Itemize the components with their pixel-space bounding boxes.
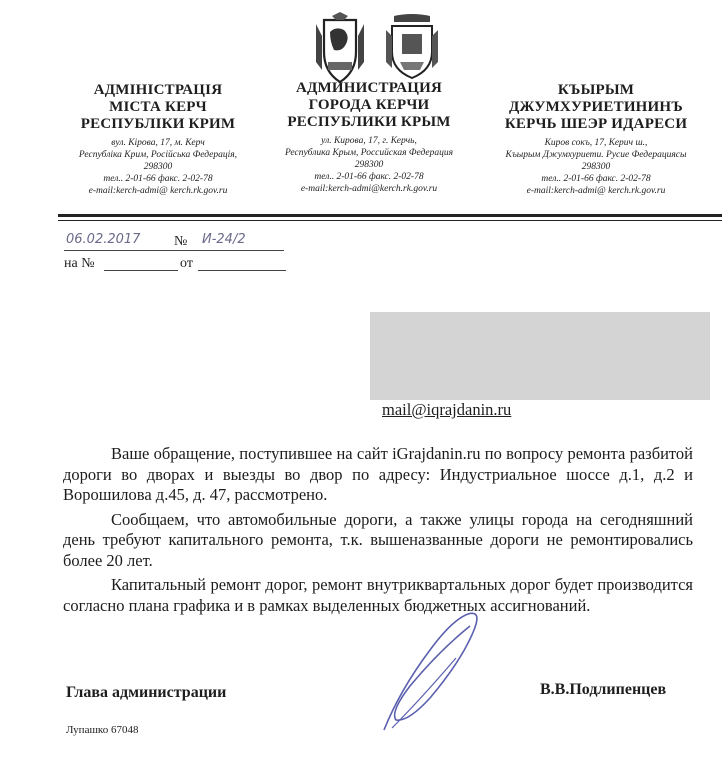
address-line: Республика Крым, Российская Федерация — [284, 148, 454, 158]
header-center — [264, 80, 474, 195]
title-line: ГОРОДА КЕРЧИ — [308, 97, 430, 113]
handwritten-date: 06.02.2017 — [66, 232, 141, 247]
address-line: 298300 — [143, 162, 173, 172]
phone-line: тел.. 2-01-66 факс. 2-02-78 — [103, 174, 213, 184]
title-line: АДМІНІСТРАЦІЯ — [93, 82, 223, 98]
email-line: e-mail:kerch-admi@kerch.rk.gov.ru — [300, 184, 438, 194]
incoming-ref — [64, 256, 294, 274]
redacted-recipient — [370, 312, 710, 400]
header-right — [480, 82, 712, 197]
address-line: Киров сокъ, 17, Керич ш., — [544, 138, 648, 148]
body-paragraph: Сообщаем, что автомобильные дороги, а также улицы города на сегодняшний день требуют капитального ремонта, т.к. вышеназванные дороги не ремонтировались более 20 лет. — [63, 509, 693, 570]
title-line: МІСТА КЕРЧ — [109, 99, 207, 115]
email-line: e-mail:kerch-admi@ kerch.rk.gov.ru — [526, 186, 666, 196]
title-line: КЪЫРЫМ — [557, 82, 635, 98]
recipient-email: mail@iqrajdanin.ru — [382, 400, 512, 419]
handwritten-number: И-24/2 — [202, 232, 246, 247]
title-line: РЕСПУБЛІКИ КРИМ — [80, 116, 236, 132]
body-paragraph: Капитальный ремонт дорог, ремонт внутриквартальных дорог будет производится согласно плана графика и в рамках выделенных бюджетных ассигнований. — [63, 575, 693, 615]
letter-body — [63, 444, 693, 616]
ot-label: от — [180, 256, 193, 271]
ref-underline — [64, 250, 284, 251]
body-paragraph: Ваше обращение, поступившее на сайт iGrajdanin.ru по вопросу ремонта разбитой дороги во дворах и выезды во двор по адресу: Индустриальное шоссе д.1, д.2 и Ворошилова д.45, д. 47, рассмотрено. — [63, 444, 693, 504]
outgoing-ref — [64, 232, 284, 254]
address-line: 298300 — [354, 160, 384, 170]
email-line: e-mail:kerch-admi@ kerch.rk.gov.ru — [88, 186, 228, 196]
header-rule-thick — [58, 214, 722, 217]
address-line: ул. Кирова, 17, г. Керчь, — [321, 136, 417, 146]
title-line: КЕРЧЬ ШЕЭР ИДАРЕСИ — [504, 116, 688, 132]
executor-note: Лупашко 67048 — [66, 724, 139, 736]
phone-line: тел.. 2-01-66 факс. 2-02-78 — [314, 172, 424, 182]
address-line: вул. Кірова, 17, м. Керч — [111, 138, 205, 148]
signatory-name: В.В.Подлипенцев — [540, 681, 667, 698]
phone-line: тел.. 2-01-66 факс. 2-02-78 — [541, 174, 651, 184]
kerch-emblem — [384, 12, 440, 82]
signatory-position: Глава администрации — [66, 684, 227, 701]
address-line: Республіка Крим, Російська Федерація, — [78, 150, 238, 160]
ot-underline — [198, 270, 286, 271]
title-line: ДЖУМХУРИЕТИНИНЪ — [509, 99, 683, 115]
crimea-emblem — [304, 12, 376, 86]
handwritten-signature — [370, 600, 510, 740]
na-underline — [104, 270, 178, 271]
header-left — [60, 82, 256, 197]
number-sign: № — [174, 234, 188, 249]
header-rule-thin — [58, 220, 722, 221]
na-label: на № — [64, 256, 95, 271]
address-line: 298300 — [581, 162, 611, 172]
title-line: АДМИНИСТРАЦИЯ — [296, 80, 442, 96]
title-line: РЕСПУБЛИКИ КРЫМ — [287, 114, 451, 130]
address-line: Къырым Джумхуриети. Русие Федерациясы — [505, 150, 687, 160]
